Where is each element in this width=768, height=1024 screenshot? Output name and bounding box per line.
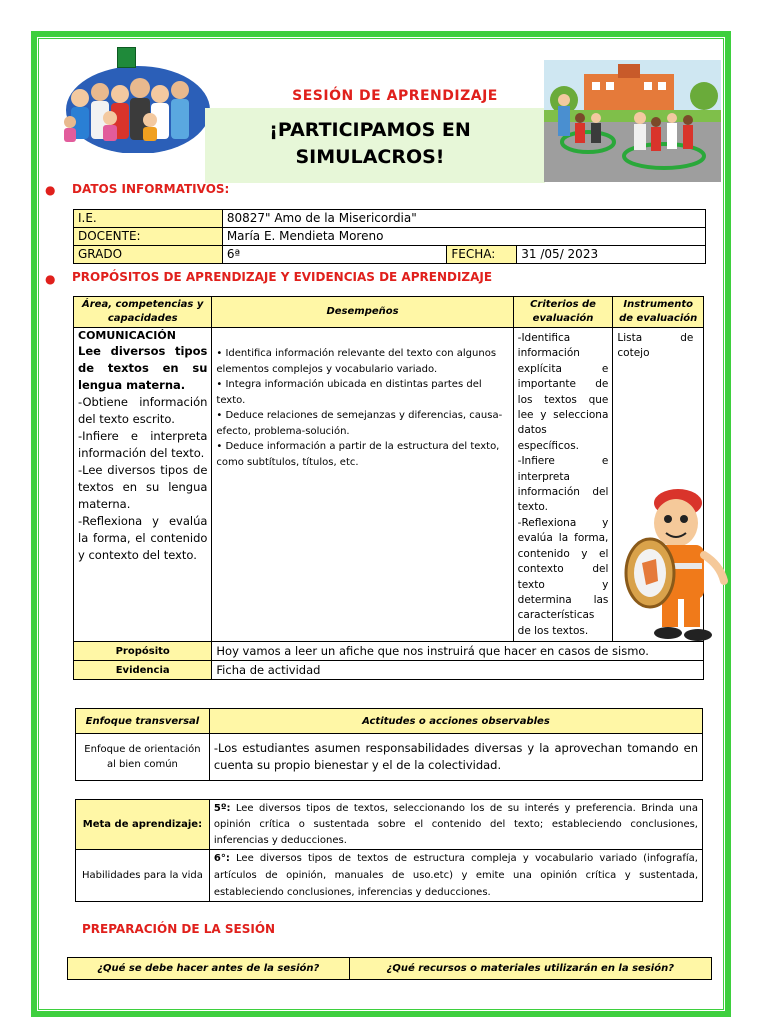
grade6-text: Lee diversos tipos de textos de estructura compleja y vocabulario variado (infografía, artículos de opinión, manuales de uso.etc) y emite una opinión crítica y sustentada, estableciendo conclusiones, inferencias y deducciones. (213, 853, 698, 898)
enfoque-col2-header: Actitudes o acciones observables (209, 709, 702, 734)
proposito-label: Propósito (74, 642, 212, 661)
school-drill-illustration (544, 60, 721, 182)
safety-mascot-illustration (620, 485, 732, 645)
table-header-row (76, 709, 703, 734)
criterios-text: -Identifica información explícita e importante de los textos que lee y selecciona datos específicos. -Infiere e interpreta información del texto. -Reflexiona y evalúa la forma, contenido y el contexto del texto y determina las características de los textos. (517, 332, 609, 637)
grado-value: 6ª (222, 246, 447, 264)
criterios-cell (513, 328, 613, 642)
table-row (76, 850, 703, 902)
enfoque-table (75, 708, 703, 781)
fecha-label: FECHA: (447, 246, 517, 264)
school-logo (117, 47, 136, 68)
table-row (76, 800, 703, 850)
table-row (74, 228, 706, 246)
evidencia-label: Evidencia (74, 661, 212, 680)
ie-label: I.E. (74, 210, 223, 228)
table-row (74, 210, 706, 228)
session-label: SESIÓN DE APRENDIZAJE (292, 88, 498, 104)
col-area-header: Área, competencias y capacidades (74, 297, 212, 328)
table-row (74, 246, 706, 264)
col-desempenos-header: Desempeños (212, 297, 513, 328)
preparacion-col2-header: ¿Qué recursos o materiales utilizarán en la sesión? (349, 958, 711, 980)
fecha-value: 31 /05/ 2023 (517, 246, 706, 264)
area-title: COMUNICACIÓN (78, 329, 176, 342)
grade5-cell (209, 800, 702, 850)
grado-label: GRADO (74, 246, 223, 264)
docente-label: DOCENTE: (74, 228, 223, 246)
bullet-icon: ● (45, 183, 56, 197)
grade6-label: 6°: (213, 853, 230, 864)
grade5-text: Lee diversos tipos de textos, seleccionando los de su interés y preferencia. Brinda una opinión crítica o sustentada sobre el contenido del texto; estableciendo conclusiones, inferencias y deducciones. (213, 803, 698, 846)
enfoque-text: -Los estudiantes asumen responsabilidades diversas y la aprovechan tomando en cuenta su propio bienestar y el de la colectividad. (209, 734, 702, 781)
desempenos-cell (212, 328, 513, 642)
grade6-cell (209, 850, 702, 902)
table-header-row (68, 958, 712, 980)
enfoque-name: Enfoque de orientación al bien común (76, 734, 210, 781)
datos-table (73, 209, 706, 264)
grade5-label: 5º: (213, 803, 231, 814)
habilidades-label: Habilidades para la vida (76, 850, 210, 902)
propositos-heading: PROPÓSITOS DE APRENDIZAJE Y EVIDENCIAS DE APRENDIZAJE (72, 270, 493, 284)
table-row (74, 328, 704, 642)
col-instrumento-header: Instrumento de evaluación (613, 297, 704, 328)
area-capacidades: -Obtiene información del texto escrito. -Infiere e interpreta información del texto. -Lee diversos tipos de textos en su lengua materna. -Reflexiona y evalúa la forma, el contenido y contexto del texto. (78, 395, 208, 562)
title-line-2: SIMULACROS! (295, 146, 445, 168)
bullet-icon: ● (45, 272, 56, 286)
preparacion-heading: PREPARACIÓN DE LA SESIÓN (82, 922, 276, 936)
title-line-1: ¡PARTICIPAMOS EN (269, 119, 471, 141)
preparacion-table (67, 957, 712, 980)
table-header-row (74, 297, 704, 328)
table-row (76, 734, 703, 781)
col-criterios-header: Criterios de evaluación (513, 297, 613, 328)
page-title (230, 117, 510, 171)
area-competencia: Lee diversos tipos de textos en su lengua materna. (78, 344, 208, 392)
desempenos-text: • Identifica información relevante del texto con algunos elementos complejos y vocabulario variado. • Integra información ubicada en distintas partes del texto. • Deduce relaciones de semejanzas y diferencias, causa-efecto, problema-solución. • Deduce información a partir de la estructura del texto, como subtítulos, títulos, etc. (216, 348, 503, 468)
meta-table (75, 799, 703, 902)
table-row (74, 661, 704, 680)
preparacion-col1-header: ¿Qué se debe hacer antes de la sesión? (68, 958, 350, 980)
datos-heading: DATOS INFORMATIVOS: (72, 182, 230, 196)
evidencia-value: Ficha de actividad (212, 661, 704, 680)
meta-label: Meta de aprendizaje: (76, 800, 210, 850)
area-cell (74, 328, 212, 642)
table-row (74, 642, 704, 661)
ie-value: 80827" Amo de la Misericordia" (222, 210, 705, 228)
instrumento-text: Lista de cotejo (617, 332, 694, 360)
docente-value: María E. Mendieta Moreno (222, 228, 705, 246)
proposito-value: Hoy vamos a leer un afiche que nos instruirá que hacer en casos de sismo. (212, 642, 704, 661)
enfoque-col1-header: Enfoque transversal (76, 709, 210, 734)
propositos-table (73, 296, 704, 680)
